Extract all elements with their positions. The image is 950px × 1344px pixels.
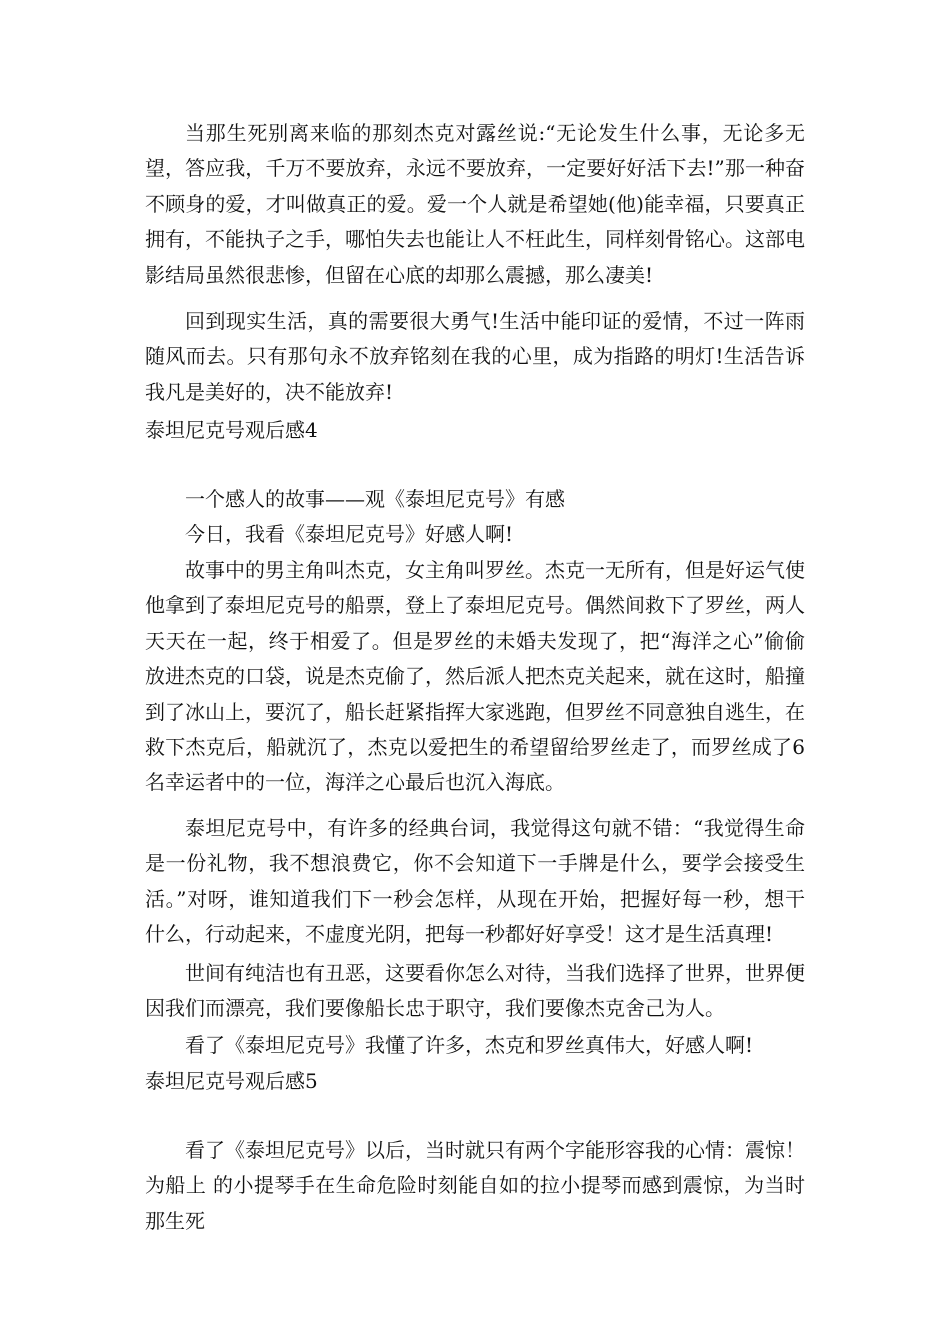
- paragraph-quote: 泰坦尼克号中，有许多的经典台词，我觉得这句就不错：“我觉得生命是一份礼物，我不想浪费它，你不会知道下一手牌是什么，要学会接受生活。”对呀，谁知道我们下一秒会怎样，从现在开始，把握好每一秒，想干什么，行动起来，不虚度光阴，把每一秒都好好享受！这才是生活真理!: [145, 816, 805, 947]
- paragraph-farewell: 当那生死别离来临的那刻杰克对露丝说:“无论发生什么事，无论多无望，答应我，千万不要放弃，永远不要放弃，一定要好好活下去!”那一种奋不顾身的爱，才叫做真正的爱。爱一个人就是希望她(他)能幸福，只要真正拥有，不能执子之手，哪怕失去也能让人不枉此生，同样刻骨铭心。这部电影结局虽然很悲惨，但留在心底的却那么震撼，那么凄美!: [145, 121, 805, 287]
- paragraph-real-life: 回到现实生活，真的需要很大勇气!生活中能印证的爱情，不过一阵雨随风而去。只有那句永不放弃铭刻在我的心里，成为指路的明灯!生活告诉我凡是美好的，决不能放弃!: [145, 309, 805, 404]
- paragraph-story: 故事中的男主角叫杰克，女主角叫罗丝。杰克一无所有，但是好运气使他拿到了泰坦尼克号的船票，登上了泰坦尼克号。偶然间救下了罗丝，两人天天在一起，终于相爱了。但是罗丝的未婚夫发现了，把“海洋之心”偷偷放进杰克的口袋，说是杰克偷了，然后派人把杰克关起来，就在这时，船撞到了冰山上，要沉了，船长赶紧指挥大家逃跑，但罗丝不同意独自逃生，在救下杰克后，船就沉了，杰克以爱把生的希望留给罗丝走了，而罗丝成了6名幸运者中的一位，海洋之心最后也沉入海底。: [145, 558, 805, 795]
- section-heading-4: 泰坦尼克号观后感4: [145, 418, 318, 442]
- section-heading-5: 泰坦尼克号观后感5: [145, 1069, 318, 1093]
- paragraph-world: 世间有纯洁也有丑恶，这要看你怎么对待，当我们选择了世界，世界便因我们而漂亮，我们要像船长忠于职守，我们要像杰克舍己为人。: [145, 961, 805, 1021]
- paragraph-learned: 看了《泰坦尼克号》我懂了许多，杰克和罗丝真伟大，好感人啊!: [185, 1033, 754, 1057]
- paragraph-today: 今日，我看《泰坦尼克号》好感人啊!: [185, 522, 514, 546]
- section-subtitle-4: 一个感人的故事——观《泰坦尼克号》有感: [185, 487, 565, 511]
- paragraph-shock: 看了《泰坦尼克号》以后，当时就只有两个字能形容我的心情：震惊！为船上 的小提琴手在生命危险时刻能自如的拉小提琴而感到震惊，为当时那生死: [145, 1138, 805, 1233]
